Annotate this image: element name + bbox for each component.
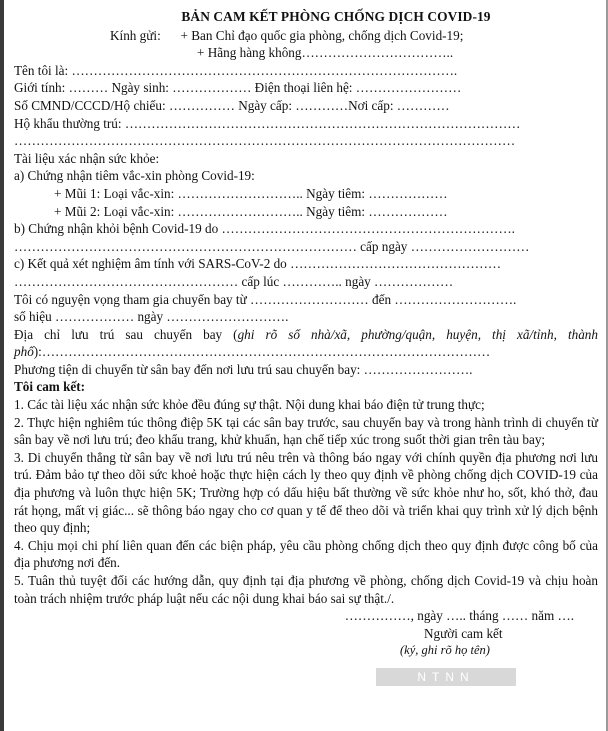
name-field: Tên tôi là: ……………………………………………………………………………. (14, 62, 458, 78)
transport-field: Phương tiện di chuyển từ sân bay đến nơi lưu trú sau chuyến bay: ……………………. (14, 361, 473, 377)
stay-address (14, 326, 598, 361)
document-title: BẢN CAM KẾT PHÒNG CHỐNG DỊCH COVID-19 (181, 9, 491, 24)
negative-test-time: …………………………………………… cấp lúc ………….. ngày ……………… (14, 273, 454, 289)
document-page (14, 8, 598, 660)
commitment-1: 1. Các tài liệu xác nhận sức khỏe đều đúng sự thật. Nội dung khai báo điện tử trung thực; (14, 397, 485, 413)
vaccine-dose-1: + Mũi 1: Loại vắc-xin: ……………………….. Ngày tiêm: ……………… (54, 185, 448, 201)
watermark: NTNN (376, 668, 516, 686)
addressee-label: Kính gửi: (110, 27, 161, 43)
residence-field: Hộ khẩu thường trú: ……………………………………………………………………………… (14, 115, 521, 131)
negative-test-result: c) Kết quả xét nghiệm âm tính với SARS-CoV-2 do ………………………………………… (14, 256, 502, 272)
commitment-3: 3. Di chuyển thẳng từ sân bay về nơi lưu trú nêu trên và thông báo ngay với chính quyền địa phương nơi lưu trú. Đảm bảo tự theo dõi sức khoẻ hoặc thực hiện cách ly theo quy định về phòng chống dịch COVID-19 của địa phương và luôn thực hiện 5K; Trường hợp có dấu hiệu bất thường về sức khỏe như ho, sốt, khó thở, đau rát họng, mất vị giác... sẽ thông báo ngay cho cơ quan y tế để theo dõi và triển khai quy trình xử lý dịch bệnh theo quy định; (14, 449, 598, 536)
commitment-2: 2. Thực hiện nghiêm túc thông điệp 5K tại các sân bay trước, sau chuyến bay và trong hành trình di chuyển từ sân bay về nơi lưu trú; đeo khẩu trang, khử khuẩn, hạn chế tiếp xúc trong suốt thời gian trên tàu bay; (14, 414, 598, 448)
addressee-committee: + Ban Chỉ đạo quốc gia phòng, chống dịch Covid-19; (180, 27, 464, 43)
addressee-airline: + Hãng hàng không…………………………….. (197, 45, 454, 61)
stay-address-label: Địa chỉ lưu trú sau chuyến bay ( (14, 326, 238, 342)
signer-label: Người cam kết (424, 625, 503, 641)
stay-address-blank: ):………………………………………………………………………………………… (33, 344, 491, 360)
commitments-heading: Tôi cam kết: (14, 379, 86, 395)
stay-address-note: ghi rõ số nhà/xã, phường/quận, huyện, thị xã/tỉnh, thành phố (14, 326, 598, 360)
recovery-certificate: b) Chứng nhận khỏi bệnh Covid-19 do …………………………………………………………. (14, 221, 515, 237)
left-window-edge (0, 0, 4, 731)
signature-note: (ký, ghi rõ họ tên) (400, 643, 490, 658)
id-number-field: Số CMND/CCCD/Hộ chiếu: …………… Ngày cấp: …………Nơi cấp: ………… (14, 97, 450, 113)
vaccine-certificate-label: a) Chứng nhận tiêm vắc-xin phòng Covid-19: (14, 168, 255, 184)
gender-dob-phone-field: Giới tính: ……… Ngày sinh: ……………… Điện thoại liên hệ: …………………… (14, 80, 462, 96)
flight-number: số hiệu ……………… ngày ………………………. (14, 309, 289, 325)
commitment-4: 4. Chịu mọi chi phí liên quan đến các biện pháp, yêu cầu phòng chống dịch theo quy định được công bố của địa phương nơi đến. (14, 537, 598, 571)
residence-continuation: …………………………………………………………………………………………………… (14, 133, 516, 149)
signature-date: ……………, ngày ….. tháng …… năm …. (344, 608, 574, 624)
vaccine-dose-2: + Mũi 2: Loại vắc-xin: ……………………….. Ngày tiêm: ……………… (54, 203, 448, 219)
addressee-line-1 (14, 27, 598, 45)
flight-wish: Tôi có nguyện vọng tham gia chuyến bay từ ……………………… đến ………………………. (14, 291, 517, 307)
recovery-certificate-date: …………………………………………………………………… cấp ngày ……………………… (14, 238, 530, 254)
health-docs-heading: Tài liệu xác nhận sức khỏe: (14, 150, 160, 166)
commitment-5: 5. Tuân thủ tuyệt đối các hướng dẫn, quy định tại địa phương về phòng, chống dịch Covid-19 và chịu hoàn toàn trách nhiệm trước pháp luật nếu các nội dung khai báo sai sự thật./. (14, 573, 598, 606)
